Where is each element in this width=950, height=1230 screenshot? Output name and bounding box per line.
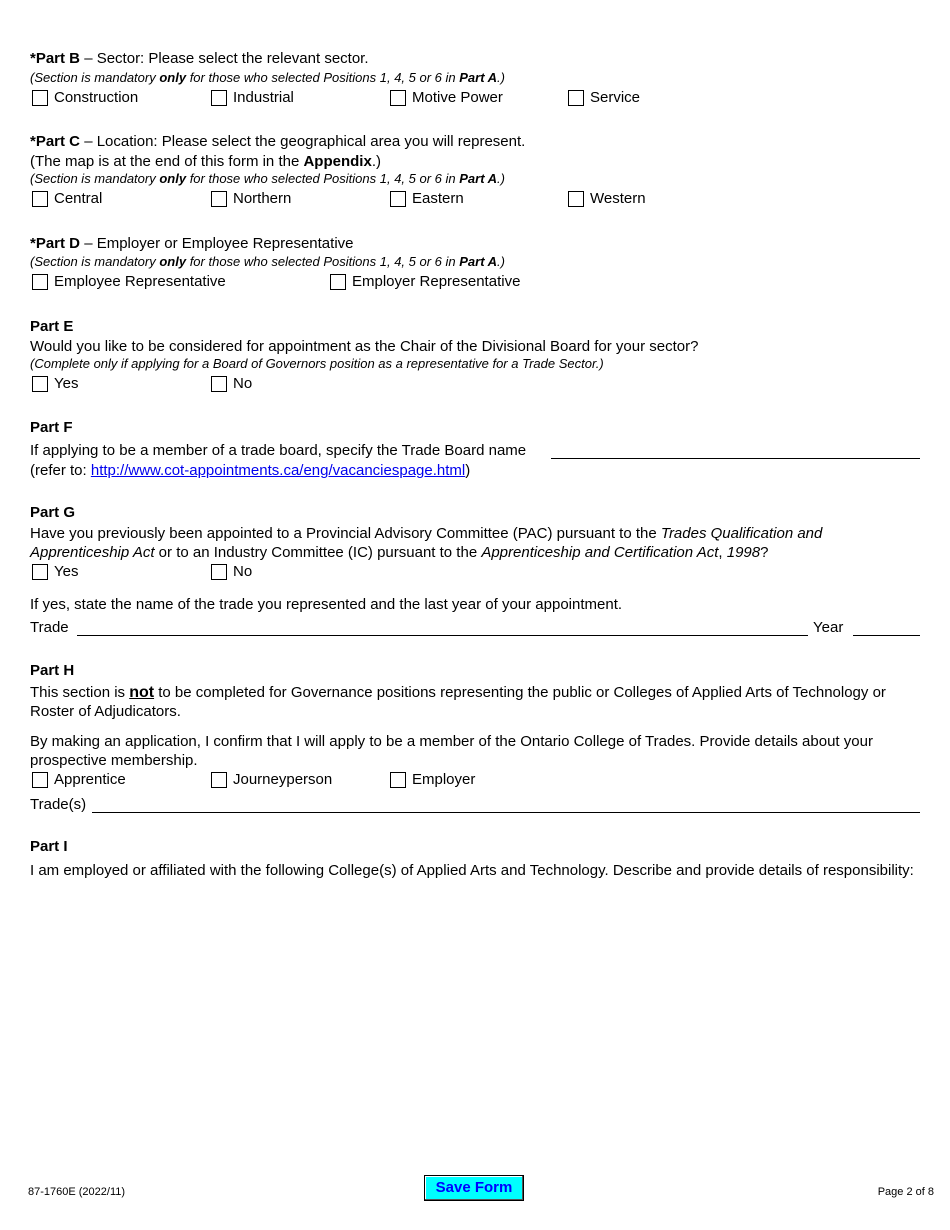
trade-field[interactable] (77, 635, 808, 636)
trades-label: Trade(s) (30, 796, 87, 813)
checkbox-pac-yes[interactable]: Yes (32, 563, 78, 580)
checkbox-western[interactable]: Western (568, 190, 646, 207)
trades-field[interactable] (92, 812, 920, 813)
checkbox-eastern[interactable]: Eastern (390, 190, 464, 207)
checkbox-box[interactable] (32, 564, 48, 580)
page-number: Page 2 of 8 (877, 1186, 934, 1198)
form-number: 87-1760E (2022/11) (28, 1186, 126, 1198)
part-i-text: I am employed or affiliated with the following College(s) of Applied Arts and Technology. Describe and provide details of responsibility: (30, 862, 914, 879)
part-e-note: (Complete only if applying for a Board of Governors position as a representative for a Trade Sector.) (30, 356, 604, 371)
checkbox-employer-representative[interactable]: Employer Representative (330, 273, 520, 290)
checkbox-apprentice[interactable]: Apprentice (32, 771, 126, 788)
part-c-appendix-note: (The map is at the end of this form in the Appendix.) (30, 153, 381, 170)
checkbox-box[interactable] (211, 191, 227, 207)
checkbox-motive-power[interactable]: Motive Power (390, 89, 503, 106)
trade-board-reference: (refer to: http://www.cot-appointments.ca/eng/vacanciespage.html) (30, 462, 471, 479)
checkbox-box[interactable] (330, 274, 346, 290)
checkbox-central[interactable]: Central (32, 190, 102, 207)
checkbox-box[interactable] (211, 772, 227, 788)
checkbox-journeyperson[interactable]: Journeyperson (211, 771, 332, 788)
checkbox-box[interactable] (32, 191, 48, 207)
part-g-heading: Part G (30, 504, 76, 521)
part-f-heading: Part F (30, 419, 73, 436)
checkbox-box[interactable] (211, 564, 227, 580)
checkbox-box[interactable] (211, 90, 227, 106)
part-d-note: (Section is mandatory only for those who selected Positions 1, 4, 5 or 6 in Part A.) (30, 254, 505, 269)
trade-label: Trade (30, 619, 69, 636)
college-details-field[interactable] (30, 900, 920, 1150)
checkbox-pac-no[interactable]: No (211, 563, 252, 580)
part-h-confirmation: By making an application, I confirm that I will apply to be a member of the Ontario College of Trades. Provide details about your prospective membership. (30, 733, 873, 769)
part-g-question: Have you previously been appointed to a Provincial Advisory Committee (PAC) pursuant to the Trades Qualification and Apprenticeship Act or to an Industry Committee (IC) pursuant to the Apprenticeship and Certification Act, 1998? (30, 525, 823, 561)
part-h-notice: This section is not to be completed for Governance positions representing the public or Colleges of Applied Arts of Technology or Roster of Adjudicators. (30, 684, 886, 720)
part-c-note: (Section is mandatory only for those who selected Positions 1, 4, 5 or 6 in Part A.) (30, 171, 505, 186)
trade-board-name-field[interactable] (551, 458, 920, 459)
trade-board-label: If applying to be a member of a trade board, specify the Trade Board name (30, 442, 527, 459)
checkbox-box[interactable] (32, 376, 48, 392)
checkbox-employer[interactable]: Employer (390, 771, 475, 788)
checkbox-box[interactable] (390, 191, 406, 207)
checkbox-box[interactable] (32, 772, 48, 788)
part-b-note: (Section is mandatory only for those who selected Positions 1, 4, 5 or 6 in Part A.) (30, 70, 505, 85)
part-h-heading: Part H (30, 662, 75, 679)
part-b-heading: *Part B – Sector: Please select the relevant sector. (30, 50, 369, 67)
checkbox-box[interactable] (390, 772, 406, 788)
checkbox-box[interactable] (32, 274, 48, 290)
checkbox-chair-yes[interactable]: Yes (32, 375, 78, 392)
checkbox-box[interactable] (211, 376, 227, 392)
save-form-button[interactable]: Save Form (424, 1175, 524, 1201)
checkbox-employee-representative[interactable]: Employee Representative (32, 273, 226, 290)
checkbox-box[interactable] (390, 90, 406, 106)
year-label: Year (813, 619, 844, 636)
checkbox-box[interactable] (32, 90, 48, 106)
checkbox-service[interactable]: Service (568, 89, 640, 106)
vacancies-link[interactable]: http://www.cot-appointments.ca/eng/vacanciespage.html (90, 462, 466, 479)
checkbox-industrial[interactable]: Industrial (211, 89, 294, 106)
year-field[interactable] (853, 635, 920, 636)
checkbox-construction[interactable]: Construction (32, 89, 138, 106)
part-d-heading: *Part D – Employer or Employee Representative (30, 235, 354, 252)
part-e-question: Would you like to be considered for appointment as the Chair of the Divisional Board for your sector? (30, 338, 699, 355)
part-c-heading: *Part C – Location: Please select the geographical area you will represent. (30, 133, 526, 150)
checkbox-box[interactable] (568, 191, 584, 207)
checkbox-northern[interactable]: Northern (211, 190, 291, 207)
part-g-followup: If yes, state the name of the trade you represented and the last year of your appointment. (30, 596, 623, 613)
part-i-heading: Part I (30, 838, 68, 855)
checkbox-chair-no[interactable]: No (211, 375, 252, 392)
part-e-heading: Part E (30, 318, 74, 335)
checkbox-box[interactable] (568, 90, 584, 106)
